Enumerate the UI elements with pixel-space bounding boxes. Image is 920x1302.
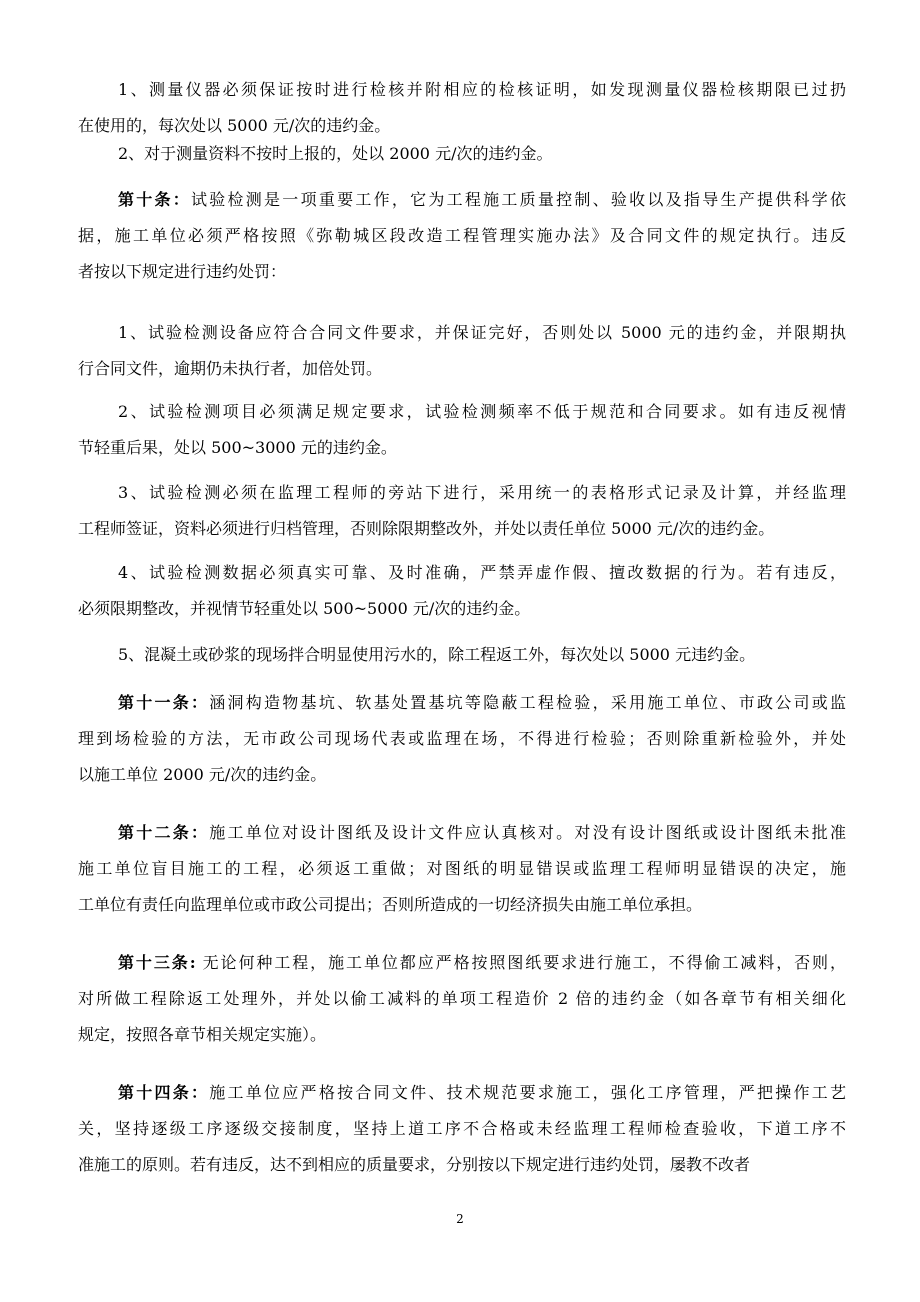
paragraph-line — [78, 511, 846, 547]
paragraph — [78, 72, 846, 144]
line-text: 施工单位盲目施工的工程，必须返工重做；对图纸的明显错误或监理工程师明显错误的决定，施 — [78, 859, 846, 878]
line-text: 1、试验检测设备应符合合同文件要求，并保证完好，否则处以 5000 元的违约金，并限期执 — [118, 323, 846, 342]
line-text: 理到场检验的方法，无市政公司现场代表或监理在场，不得进行检验；否则除重新检验外，并处 — [78, 729, 846, 748]
line-text: 行合同文件，逾期仍未执行者，加倍处罚。 — [78, 359, 383, 378]
line-text: 施工单位对设计图纸及设计文件应认真核对。对没有设计图纸或设计图纸未批准 — [209, 823, 846, 842]
paragraph-line — [78, 1147, 846, 1183]
paragraph-line — [78, 721, 846, 757]
line-text: 据，施工单位必须严格按照《弥勒城区段改造工程管理实施办法》及合同文件的规定执行。违反 — [78, 226, 846, 245]
article-heading: 第十条： — [118, 190, 192, 209]
paragraph-line — [78, 757, 846, 793]
paragraph-line — [118, 315, 846, 351]
paragraph — [78, 315, 846, 387]
paragraph-line — [118, 182, 846, 218]
line-text: 涵洞构造物基坑、软基处置基坑等隐蔽工程检验，采用施工单位、市政公司或监 — [209, 693, 846, 712]
line-text: 规定，按照各章节相关规定实施）。 — [78, 1025, 327, 1044]
line-text: 对所做工程除返工处理外，并处以偷工减料的单项工程造价 2 倍的违约金（如各章节有相关细化 — [78, 989, 846, 1008]
page-number: 2 — [456, 1212, 464, 1226]
line-text: 5、混凝土或砂浆的现场拌合明显使用污水的，除工程返工外，每次处以 5000 元违约金。 — [118, 645, 756, 664]
paragraph — [78, 475, 846, 547]
paragraph-line — [118, 685, 846, 721]
paragraph-line — [118, 475, 846, 511]
paragraph-line — [118, 555, 846, 591]
paragraph-line — [78, 851, 846, 887]
paragraph — [78, 685, 846, 793]
line-text: 2、对于测量资料不按时上报的，处以 2000 元/次的违约金。 — [118, 144, 553, 163]
line-text: 3、试验检测必须在监理工程师的旁站下进行，采用统一的表格形式记录及计算，并经监理 — [118, 483, 846, 502]
paragraph-line — [118, 945, 846, 981]
article-heading: 第十四条： — [118, 1083, 210, 1102]
paragraph — [78, 1075, 846, 1183]
paragraph-line — [118, 1075, 846, 1111]
line-text: 准施工的原则。若有违反，达不到相应的质量要求，分别按以下规定进行违约处罚，屡教不改者 — [78, 1155, 751, 1174]
paragraph-line — [78, 430, 846, 466]
line-text: 以施工单位 2000 元/次的违约金。 — [78, 765, 327, 784]
paragraph-line — [78, 218, 846, 254]
article-heading: 第十三条: — [118, 953, 196, 972]
paragraph-line — [118, 72, 846, 108]
paragraph-line — [78, 887, 846, 923]
line-text: 施工单位应严格按合同文件、技术规范要求施工，强化工序管理，严把操作工艺 — [209, 1083, 846, 1102]
line-text: 4、试验检测数据必须真实可靠、及时准确，严禁弄虚作假、擅改数据的行为。若有违反， — [118, 563, 846, 582]
paragraph — [78, 394, 846, 466]
paragraph — [118, 637, 846, 673]
article-heading: 第十二条： — [118, 823, 210, 842]
line-text: 在使用的，每次处以 5000 元/次的违约金。 — [78, 116, 391, 135]
paragraph-line — [78, 1017, 846, 1053]
line-text: 必须限期整改，并视情节轻重处以 500~5000 元/次的违约金。 — [78, 599, 531, 618]
line-text: 2、试验检测项目必须满足规定要求，试验检测频率不低于规范和合同要求。如有违反视情 — [118, 402, 846, 421]
line-text: 试验检测是一项重要工作，它为工程施工质量控制、验收以及指导生产提供科学依 — [191, 190, 846, 209]
paragraph — [78, 182, 846, 290]
paragraph — [118, 136, 846, 172]
paragraph-line — [78, 351, 846, 387]
line-text: 关，坚持逐级工序逐级交接制度，坚持上道工序不合格或未经监理工程师检查验收，下道工序不 — [78, 1119, 846, 1138]
paragraph — [78, 555, 846, 627]
paragraph-line — [118, 815, 846, 851]
paragraph-line — [118, 136, 846, 172]
line-text: 1、测量仪器必须保证按时进行检核并附相应的检核证明，如发现测量仪器检核期限已过扔 — [118, 80, 846, 99]
paragraph-line — [78, 254, 846, 290]
paragraph-line — [118, 394, 846, 430]
paragraph — [78, 815, 846, 923]
line-text: 节轻重后果，处以 500~3000 元的违约金。 — [78, 438, 397, 457]
paragraph-line — [118, 637, 846, 673]
line-text: 者按以下规定进行违约处罚： — [78, 262, 287, 281]
paragraph-line — [78, 591, 846, 627]
paragraph — [78, 945, 846, 1053]
line-text: 无论何种工程，施工单位都应严格按照图纸要求进行施工，不得偷工减料，否则， — [195, 953, 846, 972]
article-heading: 第十一条： — [118, 693, 210, 712]
line-text: 工程师签证，资料必须进行归档管理，否则除限期整改外，并处以责任单位 5000 元/次的违约金。 — [78, 519, 775, 538]
line-text: 工单位有责任向监理单位或市政公司提出；否则所造成的一切经济损失由施工单位承担。 — [78, 895, 703, 914]
paragraph-line — [78, 1111, 846, 1147]
paragraph-line — [78, 981, 846, 1017]
